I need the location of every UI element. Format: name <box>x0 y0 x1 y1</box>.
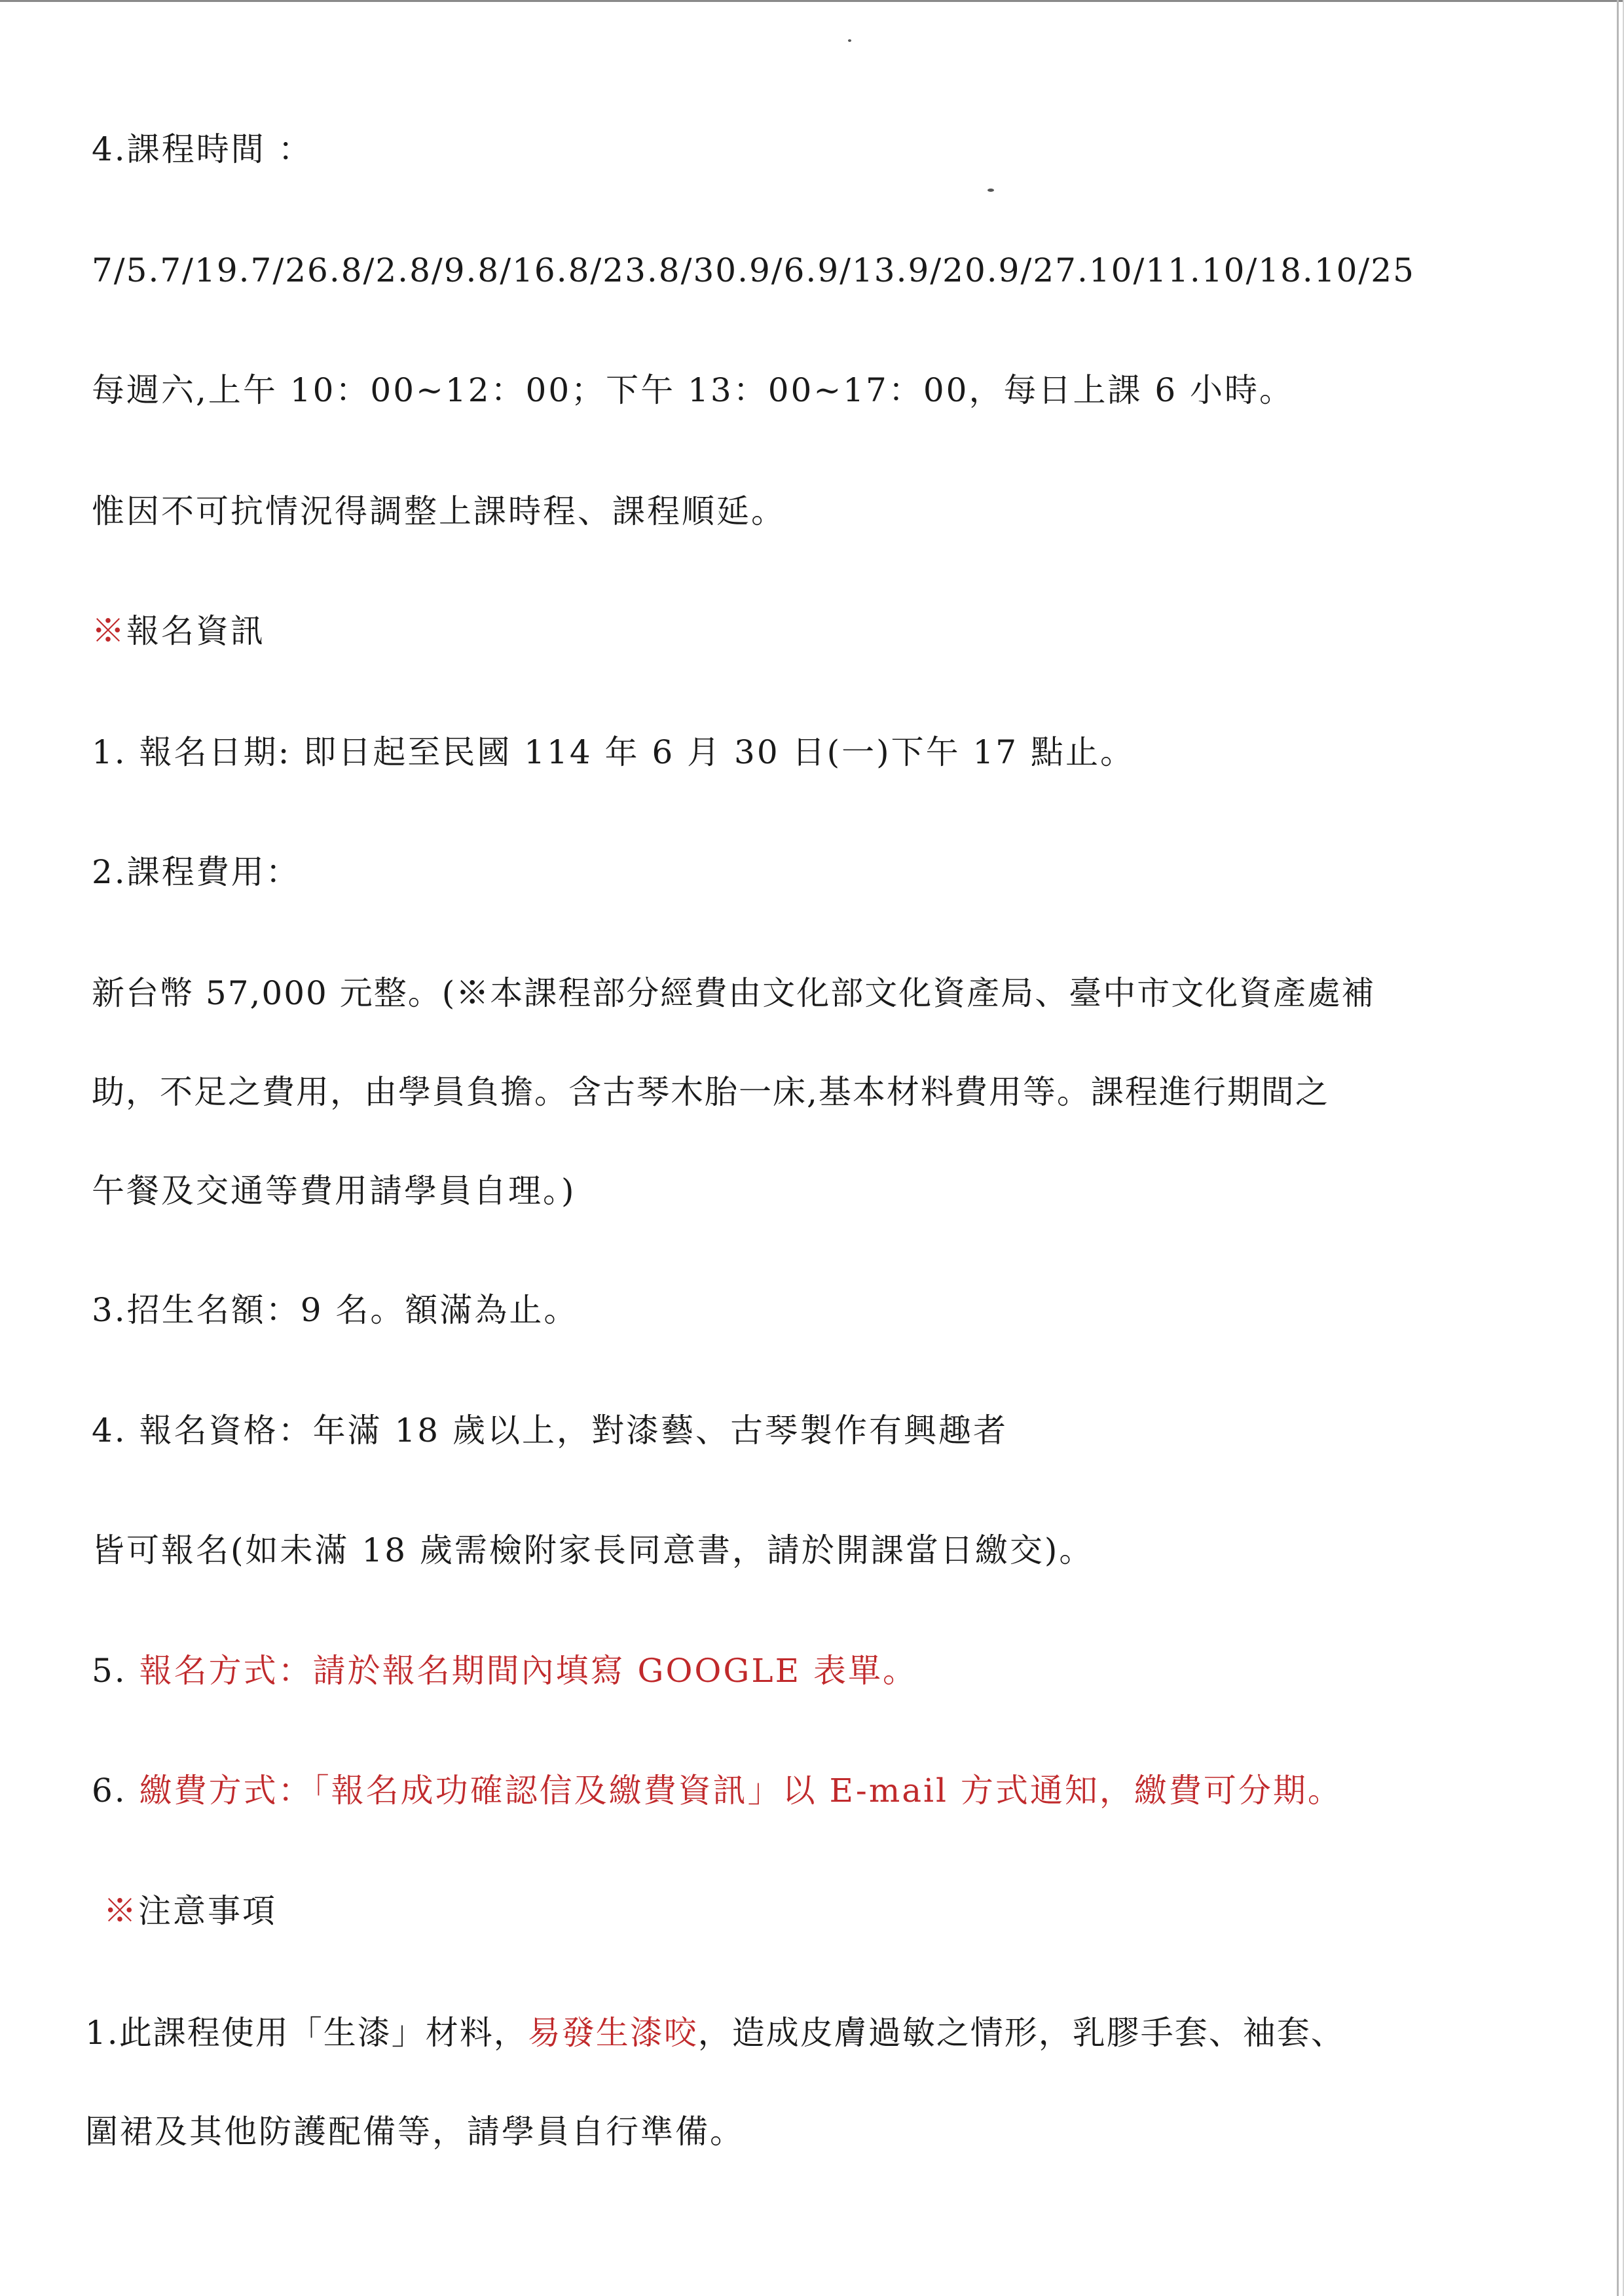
payment-method-number: 6. <box>92 1772 139 1810</box>
notes-heading-text: 注意事項 <box>138 1892 277 1930</box>
course-schedule: 每週六,上午 10：00~12：00；下午 13：00~17：00，每日上課 6 小時。 <box>92 371 1295 409</box>
registration-method <box>92 1650 917 1692</box>
notes-item-1-post: ，造成皮膚過敏之情形，乳膠手套、袖套、 <box>697 2014 1345 2052</box>
notes-item-1-line-2: 圍裙及其他防護配備等，請學員自行準備。 <box>85 2113 745 2151</box>
registration-heading <box>92 610 265 652</box>
registration-heading-text: 報名資訊 <box>126 612 265 650</box>
registration-date: 1. 報名日期: 即日起至民國 114 年 6 月 30 日(一)下午 17 點止。 <box>92 733 1135 771</box>
page-edge-right <box>1617 0 1619 2296</box>
payment-method-text: 繳費方式：「報名成功確認信及繳費資訊」以 E-mail 方式通知，繳費可分期。 <box>139 1772 1342 1810</box>
registration-method-text: 報名方式：請於報名期間內填寫 GOOGLE 表單。 <box>139 1652 917 1690</box>
fee-line-2: 助，不足之費用，由學員負擔。含古琴木胎一床,基本材料費用等。課程進行期間之 <box>92 1073 1329 1111</box>
notes-item-1-pre: 1.此課程使用「生漆」材料， <box>85 2014 528 2052</box>
reference-mark-icon: ※ <box>103 1892 138 1930</box>
fee-heading: 2.課程費用： <box>92 853 301 891</box>
payment-method <box>92 1770 1342 1812</box>
course-time-heading: 4.課程時間 ： <box>92 130 313 168</box>
notes-item-1 <box>85 2012 1345 2054</box>
quota: 3.招生名額：9 名。額滿為止。 <box>92 1291 579 1329</box>
scan-speck <box>848 39 851 42</box>
notes-item-1-warning: 易發生漆咬 <box>527 2014 698 2052</box>
eligibility-line-1: 4. 報名資格：年滿 18 歲以上，對漆藝、古琴製作有興趣者 <box>92 1412 1008 1449</box>
page-edge-top <box>0 0 1624 2</box>
reference-mark-icon: ※ <box>92 612 126 650</box>
fee-line-1: 新台幣 57,000 元整。(※本課程部分經費由文化部文化資產局、臺中市文化資產處補 <box>92 974 1376 1012</box>
eligibility-line-2: 皆可報名(如未滿 18 歲需檢附家長同意書，請於開課當日繳交)。 <box>92 1531 1094 1569</box>
fee-line-3: 午餐及交通等費用請學員自理。) <box>92 1172 576 1210</box>
registration-method-number: 5. <box>92 1652 139 1690</box>
scan-speck <box>987 189 994 192</box>
notes-heading <box>103 1890 277 1932</box>
course-dates: 7/5.7/19.7/26.8/2.8/9.8/16.8/23.8/30.9/6.9/13.9/20.9/27.10/11.10/18.10/25 <box>92 251 1415 289</box>
course-notice: 惟因不可抗情況得調整上課時程、課程順延。 <box>92 492 786 530</box>
